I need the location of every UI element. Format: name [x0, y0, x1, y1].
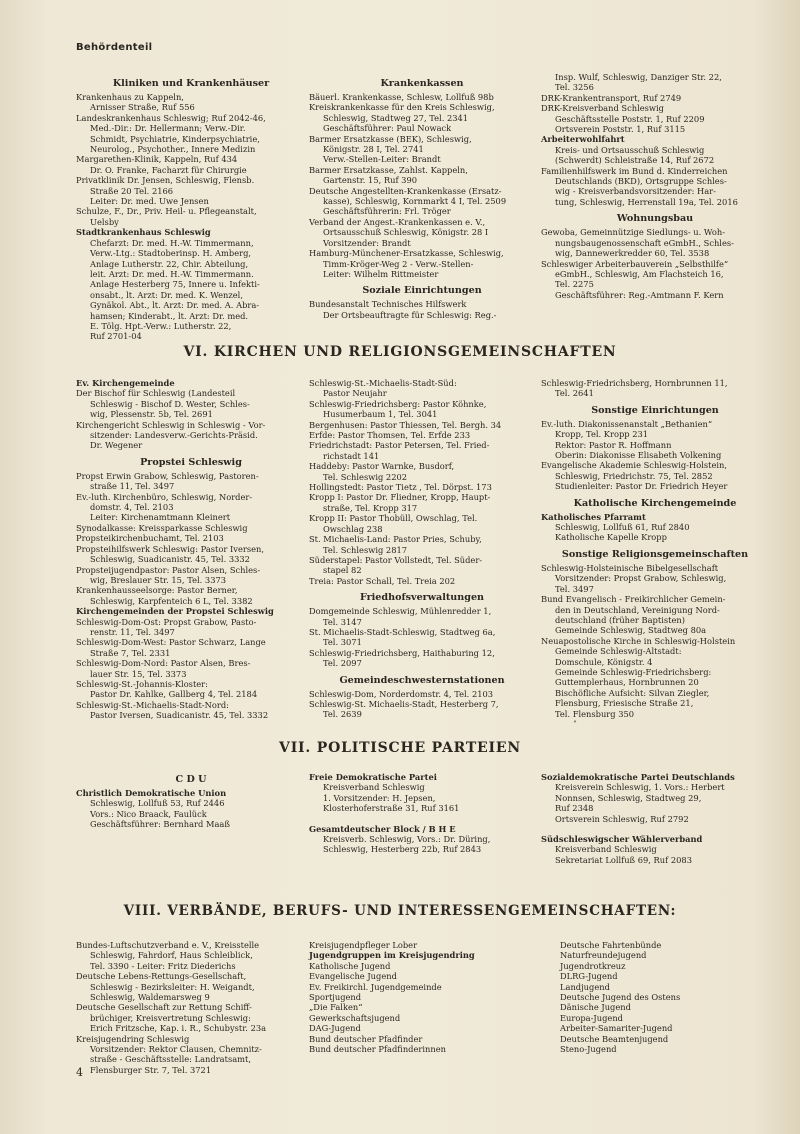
directory-line: Schleswig-Dom, Norderdomstr. 4, Tel. 2103 [309, 688, 494, 699]
directory-line: Klosterhoferstraße 31, Ruf 3161 [323, 803, 460, 814]
directory-line: Katholische Jugend [309, 960, 391, 971]
section-heading: Propstei Schleswig [140, 456, 242, 468]
column-fdp-bhe [309, 772, 535, 855]
directory-line: Verw.-Stellen-Leiter: Brandt [323, 154, 441, 165]
directory-line: Schleswig, Fahrdorf, Haus Schleiblick, [90, 950, 253, 961]
directory-line: Schleswig, Suadicanistr. 45, Tel. 3332 [90, 554, 250, 565]
directory-line: nungsbaugenossenschaft eGmbH., Schles- [555, 237, 734, 248]
directory-line: Schleswig-Friedrichsberg, Hornbrunnen 11, [541, 378, 728, 388]
directory-line: Kropp II: Pastor Thobüll, Owschlag, Tel. [309, 513, 478, 524]
directory-line: Hamburg-Münchener-Ersatzkasse, Schleswig, [309, 248, 504, 259]
directory-line: onsabt., lt. Arzt: Dr. med. K. Wenzel, [90, 289, 243, 300]
directory-line: Europa-Jugend [560, 1012, 623, 1023]
directory-line: Dänische Jugend [560, 1002, 631, 1013]
directory-line: DLRG-Jugend [560, 971, 618, 982]
directory-line: Ruf 2348 [555, 803, 594, 814]
subheading: Jugendgruppen im Kreisjugendring [309, 950, 475, 961]
subheading: Kirchengemeinden der Propstei Schleswig [76, 606, 274, 617]
directory-line: Leiter: Kirchenamtmann Kleinert [90, 512, 231, 523]
directory-line: (Schwerdt) Schleistraße 14, Ruf 2672 [555, 155, 715, 166]
column-jugendgruppen [309, 940, 535, 1054]
directory-line: Geschäftsstelle Poststr. 1, Ruf 2209 [555, 113, 705, 124]
directory-line: Propsteijugendpastor: Pastor Alsen, Schles- [76, 564, 261, 575]
directory-line: Gynäkol. Abt., lt. Arzt: Dr. med. A. Abra- [90, 300, 260, 311]
directory-line: wig, Plessenstr. 5b, Tel. 2691 [90, 409, 213, 420]
directory-line: Kropp I: Pastor Dr. Fliedner, Kropp, Haupt- [309, 492, 491, 503]
directory-line: Katholische Kapelle Kropp [555, 532, 667, 543]
spacer [541, 824, 771, 834]
directory-line: Dr. O. Franke, Facharzt für Chirurgie [90, 164, 247, 175]
section-vi-title: VI. KIRCHEN UND RELIGIONSGEMEINSCHAFTEN [183, 344, 617, 360]
directory-line: Ev.-luth. Kirchenbüro, Schleswig, Norder- [76, 491, 253, 502]
directory-line: Ev. Freikirchl. Jugendgemeinde [309, 981, 442, 992]
directory-line: Geschäftsführer: Paul Nowack [323, 123, 452, 134]
directory-line: Tel. Schleswig 2817 [323, 544, 408, 555]
directory-line: Schleswig-St.-Johannis-Kloster: [76, 678, 208, 689]
directory-line: Schleswig-St.-Michaelis-Stadt-Nord: [76, 699, 229, 710]
directory-line: Gemeinde Schleswig, Stadtweg 80a [555, 625, 707, 636]
column-krankenkassen [309, 72, 535, 320]
directory-line: Domgemeinde Schleswig, Mühlenredder 1, [309, 606, 492, 617]
directory-line: Privatklinik Dr. Jensen, Schleswig, Flensb. [76, 175, 255, 186]
directory-line: Synodalkasse: Kreissparkasse Schleswig [76, 522, 248, 533]
directory-line: Gewerkschaftsjugend [309, 1012, 401, 1023]
directory-line: Schleswig-St. Michaelis-Stadt, Hesterberg 7, [309, 698, 499, 709]
column-jugendverbaende [560, 940, 770, 1054]
directory-line: Krankenhaus zu Kappeln, [76, 92, 184, 102]
directory-line: Deutsche Jugend des Ostens [560, 992, 681, 1003]
spacer [309, 814, 535, 824]
directory-line: Kreisverein Schleswig, 1. Vors.: Herbert [555, 782, 725, 793]
subheading: Gesamtdeutscher Block / B H E [309, 823, 456, 834]
section-vii-title: VII. POLITISCHE PARTEIEN [279, 740, 521, 756]
directory-line: Steno-Jugend [560, 1044, 617, 1055]
directory-line: Tel. Flensburg 350 [555, 708, 635, 719]
directory-line: Leiter: Wilhelm Rittmeister [323, 268, 439, 279]
directory-line: Pastor Dr. Kahlke, Gallberg 4, Tel. 2184 [90, 689, 258, 700]
directory-line: Der Ortsbeauftragte für Schleswig: Reg.- [323, 309, 497, 320]
subheading: Christlich Demokratische Union [76, 788, 227, 798]
directory-line: stapel 82 [323, 565, 362, 576]
directory-line: Arnisser Straße, Ruf 556 [90, 102, 195, 113]
directory-line: Sekretariat Lollfuß 69, Ruf 2083 [555, 854, 692, 865]
directory-line: Erfde: Pastor Thomsen, Tel. Erfde 233 [309, 430, 471, 441]
directory-line: Tel. 3071 [323, 637, 362, 648]
subheading: Sozialdemokratische Partei Deutschlands [541, 772, 735, 782]
directory-line: Kreisverband Schleswig [323, 782, 425, 793]
directory-line: Gewoba, Gemeinnützige Siedlungs- u. Woh- [541, 227, 726, 238]
directory-line: Anlage Lutherstr. 22, Chir. Abteilung, [90, 258, 249, 269]
section-viii-title: VIII. VERBÄNDE, BERUFS- UND INTERESSENGEMEINSCHAFTEN: [123, 903, 677, 919]
section-heading: C D U [175, 774, 207, 785]
directory-line: Pastor Iversen, Suadicanistr. 45, Tel. 3332 [90, 710, 269, 721]
directory-line: wig, Breslauer Str. 15, Tel. 3373 [90, 574, 227, 585]
directory-line: Vorsitzender: Rektor Clausen, Chemnitz- [90, 1044, 262, 1055]
directory-line: Schleswig-Holsteinische Bibelgesellschaft [541, 562, 719, 573]
subheading: Katholisches Pfarramt [541, 511, 646, 522]
directory-line: Pastor Neujahr [323, 388, 387, 399]
directory-line: leit. Arzt: Dr. med. H.-W. Timmermann. [90, 268, 254, 279]
directory-line: Deutsche Lebens-Rettungs-Gesellschaft, [76, 971, 247, 982]
directory-line: wig - Kreisverbandsvorsitzender: Har- [555, 186, 716, 197]
column-verbaende [76, 940, 306, 1075]
directory-line: St. Michaelis-Land: Pastor Pries, Schuby, [309, 534, 482, 545]
directory-line: St. Michaelis-Stadt-Schleswig, Stadtweg 6a, [309, 626, 496, 637]
directory-line: domstr. 4, Tel. 2103 [90, 502, 174, 513]
directory-line: Oberin: Diakonisse Elisabeth Volkening [555, 450, 722, 461]
directory-line: Evangelische Jugend [309, 971, 397, 982]
directory-line: Vors.: Nico Braack, Faulück [90, 808, 207, 819]
directory-line: Kreisjugendpfleger Lober [309, 940, 418, 950]
directory-line: Barmer Ersatzkasse, Zahlst. Kappeln, [309, 164, 468, 175]
directory-line: Kreiskrankenkasse für den Kreis Schleswig, [309, 102, 495, 113]
directory-line: DAG-Jugend [309, 1023, 361, 1034]
directory-line: Tel. 2275 [555, 279, 594, 290]
directory-line: Landeskrankenhaus Schleswig; Ruf 2042-46, [76, 112, 266, 123]
directory-line: Uelsby [90, 216, 119, 227]
directory-line: Nonnsen, Schleswig, Stadtweg 29, [555, 792, 702, 803]
subheading: Arbeiterwohlfahrt [541, 134, 625, 145]
directory-line: Tel. 3147 [323, 616, 362, 627]
column-ev-kirche [76, 378, 306, 721]
directory-line: Flensburger Str. 7, Tel. 3721 [90, 1064, 212, 1075]
directory-line: Schleswig, Karpfenteich 6 L, Tel. 3382 [90, 595, 253, 606]
directory-line: Ortsverein Schleswig, Ruf 2792 [555, 813, 689, 824]
directory-line: Deutsche Angestellten-Krankenkasse (Ersatz- [309, 185, 502, 196]
directory-line: Gartenstr. 15, Ruf 390 [323, 175, 418, 186]
directory-line: Deutsche Fahrtenbünde [560, 940, 662, 950]
directory-line: Landjugend [560, 981, 610, 992]
column-soziales-wohnungsbau [541, 72, 769, 300]
subheading: Freie Demokratische Partei [309, 772, 437, 782]
directory-line: deutschland (früher Baptisten) [555, 614, 685, 625]
directory-line: Krankenhausseelsorge: Pastor Berner, [76, 585, 238, 596]
directory-line: Arbeiter-Samariter-Jugend [560, 1023, 673, 1034]
directory-line: Husumerbaum 1, Tel. 3041 [323, 409, 438, 420]
directory-line: Verband der Angest.-Krankenkassen e. V., [309, 216, 486, 227]
section-heading: Friedhofsverwaltungen [359, 592, 485, 604]
directory-line: straße, Tel. Kropp 317 [323, 502, 418, 513]
column-kliniken [76, 72, 306, 342]
directory-line: Kirchengericht Schleswig in Schleswig - Vor- [76, 419, 266, 430]
directory-line: straße - Geschäftsstelle: Landratsamt, [90, 1054, 251, 1065]
column-spd-ssw [541, 772, 771, 865]
subheading: Stadtkrankenhaus Schleswig [76, 227, 211, 238]
directory-line: Timm-Kröger-Weg 2 - Verw.-Stellen- [323, 258, 474, 269]
directory-line: Vorsitzender: Brandt [323, 237, 411, 248]
directory-line: Geschäftsführerin: Frl. Tröger [323, 206, 451, 217]
directory-line: Insp. Wulf, Schleswig, Danziger Str. 22, [555, 72, 722, 82]
directory-line: Friedrichstadt: Pastor Petersen, Tel. Fried- [309, 440, 490, 451]
directory-line: Tel. 2639 [323, 709, 362, 720]
directory-line: Tel. 3497 [555, 583, 594, 594]
column-cdu [76, 768, 306, 830]
column-kirchengemeinden [309, 378, 535, 720]
directory-line: Propsteihilfswerk Schleswig: Pastor Iversen, [76, 543, 264, 554]
directory-line: Schleswig - Bezirksleiter: H. Weigandt, [90, 981, 255, 992]
directory-line: eGmbH., Schleswig, Am Flachsteich 16, [555, 268, 724, 279]
directory-line: lauer Str. 15, Tel. 3373 [90, 668, 187, 679]
section-heading: Sonstige Religionsgemeinschaften [561, 548, 749, 560]
directory-line: Schleswig-Dom-Nord: Pastor Alsen, Bres- [76, 658, 251, 669]
directory-line: DRK-Krankentransport, Ruf 2749 [541, 92, 682, 103]
directory-line: brüchiger, Kreisvertretung Schleswig: [90, 1012, 251, 1023]
directory-line: Der Bischof für Schleswig (Landesteil [76, 388, 236, 399]
directory-line: Tel. 3256 [555, 82, 594, 93]
directory-line: Evangelische Akademie Schleswig-Holstein, [541, 460, 727, 471]
directory-line: Schleswig, Friedrichstr. 75, Tel. 2852 [555, 470, 713, 481]
directory-line: straße 11, Tel. 3497 [90, 481, 175, 492]
running-head: Behördenteil [76, 42, 153, 53]
directory-line: Schleswig-Friedrichsberg, Haithaburing 12, [309, 647, 495, 658]
directory-line: Haddeby: Pastor Warnke, Busdorf, [309, 461, 455, 472]
directory-line: Kreisverb. Schleswig, Vors.: Dr. Düring, [323, 834, 491, 845]
column-religionsgemeinschaften [541, 378, 769, 719]
directory-line: Bund Evangelisch - Freikirchlicher Gemein- [541, 594, 726, 605]
directory-line: Bundesanstalt Technisches Hilfswerk [309, 299, 467, 310]
directory-line: Sportjugend [309, 992, 362, 1003]
directory-line: Schleswig-Friedrichsberg: Pastor Köhnke, [309, 398, 487, 409]
directory-line: Schulze, F., Dr., Priv. Heil- u. Pflegeanstalt, [76, 206, 257, 217]
directory-line: Schleswiger Arbeiterbauverein „Selbsthilfe“ [541, 258, 729, 269]
directory-line: Margarethen-Klinik, Kappeln, Ruf 434 [76, 154, 238, 165]
directory-line: richstadt 141 [323, 450, 380, 461]
directory-line: Propst Erwin Grabow, Schleswig, Pastoren- [76, 470, 259, 481]
directory-line: Bund deutscher Pfadfinder [309, 1033, 423, 1044]
directory-line: Bergenhusen: Pastor Thiessen, Tel. Bergh. 34 [309, 419, 502, 430]
directory-line: Schleswig, Waldemarsweg 9 [90, 992, 210, 1003]
directory-line: Ruf 2701-04 [90, 331, 142, 342]
directory-line: wig, Dannewerkredder 60, Tel. 3538 [555, 248, 710, 259]
directory-line: Süderstapel: Pastor Vollstedt, Tel. Süder- [309, 554, 483, 565]
directory-line: renstr. 11, Tel. 3497 [90, 626, 175, 637]
directory-line: Ortsausschuß Schleswig, Königstr. 28 I [323, 227, 489, 238]
directory-line: Schleswig-Dom-West: Pastor Schwarz, Lange [76, 637, 266, 648]
directory-line: Guttemplerhaus, Hornbrunnen 20 [555, 677, 699, 688]
page-number: 4 [76, 1066, 83, 1079]
directory-line: Kreisverband Schleswig [555, 844, 657, 855]
directory-line: Gemeinde Schleswig-Altstadt: [555, 646, 682, 657]
directory-line: kasse), Schleswig, Kornmarkt 4 I, Tel. 2509 [323, 196, 507, 207]
directory-line: Hollingstedt: Pastor Tietz , Tel. Dörpst. 173 [309, 482, 492, 493]
directory-line: Straße 20 Tel. 2166 [90, 185, 174, 196]
directory-line: Anlage Hesterberg 75, Innere u. Infekti- [90, 279, 260, 290]
directory-line: „Die Falken“ [309, 1002, 363, 1013]
directory-line: Schleswig - Bischof D. Wester, Schles- [90, 398, 250, 409]
section-heading: Soziale Einrichtungen [362, 285, 482, 297]
directory-line: Naturfreundejugend [560, 950, 647, 961]
directory-line: E. Tölg. Hpt.-Verw.: Lutherstr. 22, [90, 320, 232, 331]
directory-line: Tel. 2097 [323, 658, 362, 669]
directory-line: Erich Fritzsche, Kap. i. R., Schubystr. 23a [90, 1023, 267, 1034]
directory-line: Schleswig, Hesterberg 22b, Ruf 2843 [323, 844, 482, 855]
directory-line: den in Deutschland, Vereinigung Nord- [555, 604, 720, 615]
directory-line: Med.-Dir.: Dr. Hellermann; Verw.-Dir. [90, 123, 246, 134]
directory-line: Deutsche Beamtenjugend [560, 1033, 669, 1044]
directory-line: Schleswig, Lollfuß 53, Ruf 2446 [90, 798, 225, 809]
directory-line: Treia: Pastor Schall, Tel. Treia 202 [309, 575, 456, 586]
directory-line: Rektor: Pastor R. Hoffmann [555, 439, 672, 450]
directory-line: Deutschlands (BKD), Ortsgruppe Schles- [555, 176, 727, 187]
directory-line: Flensburg, Friesische Straße 21, [555, 698, 694, 709]
section-heading: Kliniken und Krankenhäuser [112, 78, 270, 89]
directory-line: DRK-Kreisverband Schleswig [541, 103, 664, 114]
section-heading: Sonstige Einrichtungen [591, 404, 719, 416]
section-heading: Krankenkassen [380, 78, 464, 89]
directory-line: Gemeinde Schleswig-Friedrichsberg: [555, 666, 712, 677]
directory-line: 1. Vorsitzender: H. Jepsen, [323, 792, 436, 803]
directory-line: Ortsverein Poststr. 1, Ruf 3115 [555, 124, 686, 135]
directory-line: Ev.-luth. Diakonissenanstalt „Bethanien“ [541, 418, 713, 429]
directory-line: Tel. Schleswig 2202 [323, 471, 408, 482]
directory-line: Neuapostolische Kirche in Schleswig-Holstein [541, 635, 736, 646]
section-heading: Wohnungsbau [616, 213, 694, 225]
directory-line: sitzender: Landesverw.-Gerichts-Präsid. [90, 430, 258, 441]
directory-line: Bundes-Luftschutzverband e. V., Kreisstelle [76, 940, 260, 950]
directory-line: Leiter: Dr. med. Uwe Jensen [90, 196, 209, 207]
directory-line: Schleswig-Dom-Ost: Propst Grabow, Pasto- [76, 616, 257, 627]
directory-line: Deutsche Gesellschaft zur Rettung Schiff- [76, 1002, 252, 1013]
pencil-mark: ˄ [573, 720, 577, 729]
directory-line: Geschäftsführer: Bernhard Maaß [90, 819, 230, 830]
directory-line: Schleswig-St.-Michaelis-Stadt-Süd: [309, 378, 457, 388]
directory-line: Geschäftsführer: Reg.-Amtmann F. Kern [555, 289, 724, 300]
directory-line: Tel. 2641 [555, 388, 594, 399]
directory-line: Dr. Wegener [90, 440, 143, 451]
directory-line: Bund deutscher Pfadfinderinnen [309, 1044, 446, 1055]
directory-line: Verw.-Ltg.: Stadtoberinsp. H. Amberg, [90, 248, 252, 259]
directory-line: Schleswig, Lollfuß 61, Ruf 2840 [555, 522, 690, 533]
directory-line: Tel. 3390 - Leiter: Fritz Diederichs [90, 960, 236, 971]
directory-line: Straße 7, Tel. 2331 [90, 647, 171, 658]
directory-line: Vorsitzender: Propst Grabow, Schleswig, [555, 573, 727, 584]
directory-line: Chefarzt: Dr. med. H.-W. Timmermann, [90, 237, 254, 248]
section-heading: Katholische Kirchengemeinde [573, 497, 737, 509]
directory-line: Owschlag 238 [323, 523, 383, 534]
directory-line: Königstr. 28 I, Tel. 2741 [323, 144, 424, 155]
directory-line: Neurolog., Psychother., Innere Medizin [90, 144, 256, 155]
directory-line: tung, Schleswig, Herrenstall 19a, Tel. 2016 [555, 196, 738, 207]
directory-line: Studienleiter: Pastor Dr. Friedrich Heyer [555, 481, 728, 492]
directory-line: Bischöfliche Aufsicht: Silvan Ziegler, [555, 687, 710, 698]
directory-line: Kropp, Tel. Kropp 231 [555, 429, 649, 440]
directory-line: Domschule, Königstr. 4 [555, 656, 653, 667]
directory-line: Barmer Ersatzkasse (BEK), Schleswig, [309, 133, 472, 144]
directory-line: Kreisjugendring Schleswig [76, 1033, 190, 1044]
directory-line: Jugendrotkreuz [560, 960, 626, 971]
directory-line: Schmidt, Psychiatrie, Kinderpsychiatrie, [90, 133, 260, 144]
directory-line: Schleswig, Stadtweg 27, Tel. 2341 [323, 112, 469, 123]
directory-line: Familienhilfswerk im Bund d. Kinderreichen [541, 165, 728, 176]
directory-line: hamsen; Kinderabt., lt. Arzt: Dr. med. [90, 310, 249, 321]
section-heading: Gemeindeschwesternstationen [339, 674, 505, 686]
directory-line: Kreis- und Ortsausschuß Schleswig [555, 144, 705, 155]
subheading: Südschleswigscher Wählerverband [541, 834, 703, 845]
directory-line: Bäuerl. Krankenkasse, Schlesw, Lollfuß 98b [309, 92, 494, 102]
directory-line: Propsteikirchenbuchamt, Tel. 2103 [76, 533, 224, 544]
subheading: Ev. Kirchengemeinde [76, 378, 175, 388]
